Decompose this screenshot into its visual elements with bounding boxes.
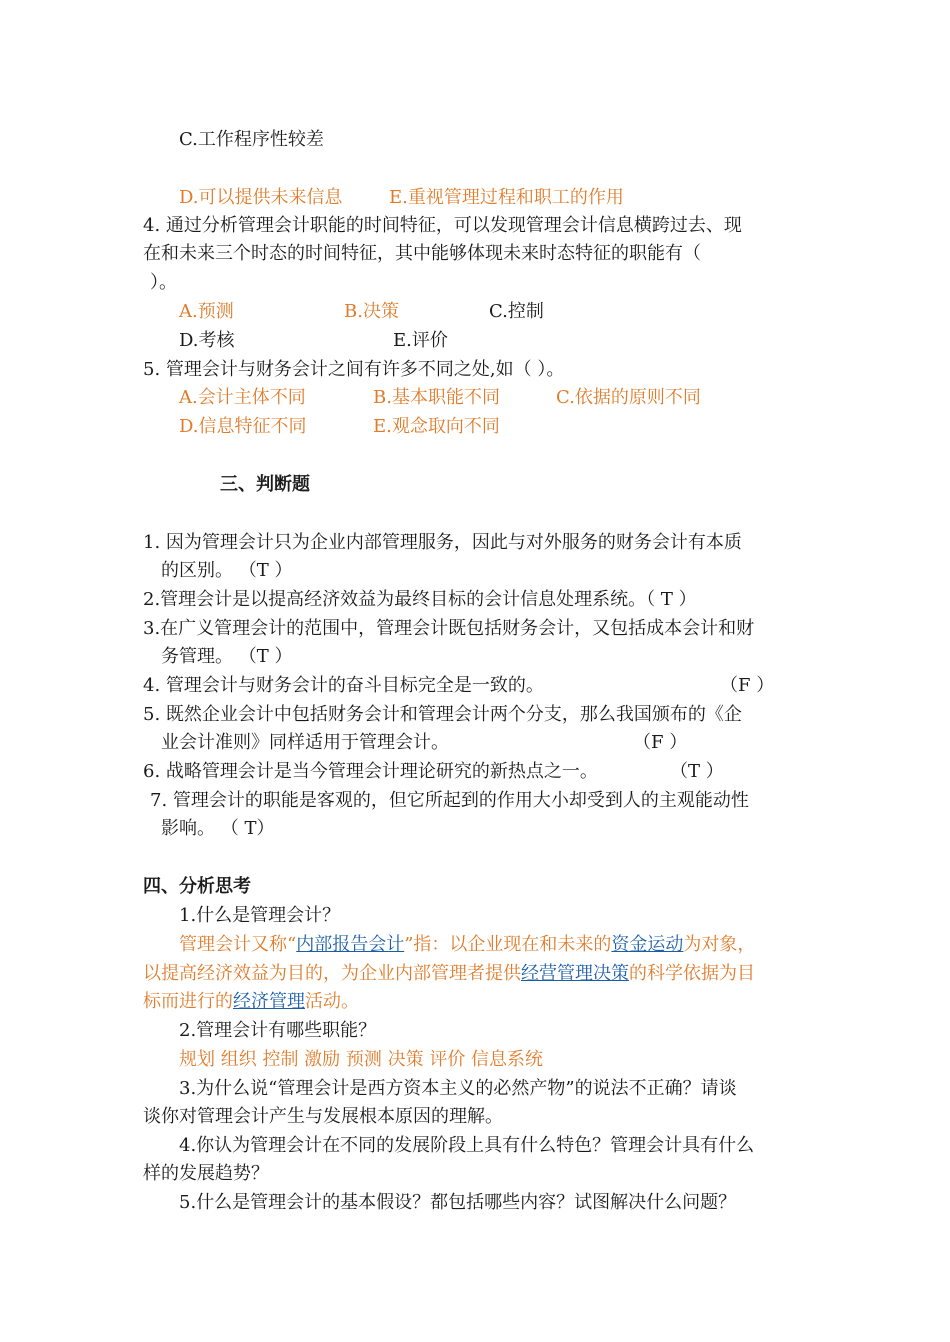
analysis-a1-line2 [143,962,755,986]
analysis-q3-line2: 谈你对管理会计产生与发展根本原因的理解。 [143,1106,503,1127]
analysis-q4-line1: 4.你认为管理会计在不同的发展阶段上具有什么特色？管理会计具有什么 [179,1135,755,1156]
judge-item-5-line2: 业会计准则》同样适用于管理会计。 [161,732,449,753]
q4-option-d: D.考核 [179,330,235,351]
link-operating-decision[interactable]: 经营管理决策 [521,963,629,984]
analysis-a2: 规划 组织 控制 激励 预测 决策 评价 信息系统 [179,1049,544,1070]
q5-option-b: B.基本职能不同 [373,387,500,408]
analysis-q1: 1.什么是管理会计？ [179,905,341,926]
judge-item-1-line1: 1. 因为管理会计只为企业内部管理服务，因此与对外服务的财务会计有本质 [143,532,742,553]
q4-option-e: E.评价 [393,330,448,351]
q5-option-c: C.依据的原则不同 [556,387,701,408]
section4-heading: 四、分析思考 [143,876,251,897]
q3-option-e: E.重视管理过程和职工的作用 [389,187,624,208]
analysis-q5: 5.什么是管理会计的基本假设？都包括哪些内容？试图解决什么问题？ [179,1192,737,1213]
judge-item-3-line2: 务管理。 （T ） [161,646,293,667]
judge-item-2: 2.管理会计是以提高经济效益为最终目标的会计信息处理系统。（ T ） [143,589,697,610]
section3-heading: 三、判断题 [220,474,310,495]
q5-option-e: E.观念取向不同 [373,416,500,437]
judge-item-7-line1: 7. 管理会计的职能是客观的，但它所起到的作用大小却受到人的主观能动性 [150,790,749,811]
a1-text-7: 活动。 [305,991,359,1012]
q4-option-a: A.预测 [179,301,234,322]
q4-stem-line2: 在和未来三个时态的时间特征，其中能够体现未来时态特征的职能有（ [143,243,701,264]
q3-option-c: C.工作程序性较差 [179,129,324,150]
a1-text-5: 的科学依据为目 [629,963,755,984]
judge-item-5-mark: （F ） [633,732,688,753]
q5-stem: 5. 管理会计与财务会计之间有许多不同之处,如（ ）。 [143,359,565,380]
q4-option-c: C.控制 [489,301,544,322]
judge-item-6: 6. 战略管理会计是当今管理会计理论研究的新热点之一。 [143,761,598,782]
a1-text-6: 标而进行的 [143,991,233,1012]
a1-text-4: 以提高经济效益为目的，为企业内部管理者提供 [143,963,521,984]
link-fund-movement[interactable]: 资金运动 [611,934,684,955]
a1-text-2: ”指：以企业现在和未来的 [404,934,612,955]
judge-item-3-line1: 3.在广义管理会计的范围中，管理会计既包括财务会计，又包括成本会计和财 [143,618,755,639]
judge-item-4-mark: （F ） [720,675,775,696]
judge-item-5-line1: 5. 既然企业会计中包括财务会计和管理会计两个分支，那么我国颁布的《企 [143,704,742,725]
q5-option-d: D.信息特征不同 [179,416,307,437]
judge-item-7-line2: 影响。 （ T） [161,818,275,839]
q5-option-a: A.会计主体不同 [179,387,306,408]
a1-text-1: 管理会计又称“ [179,934,297,955]
q3-option-d: D.可以提供未来信息 [179,187,343,208]
q4-stem-line3: ）。 [150,272,177,293]
analysis-q2: 2.管理会计有哪些职能？ [179,1020,377,1041]
link-economic-management[interactable]: 经济管理 [233,991,305,1012]
judge-item-1-line2: 的区别。 （T ） [161,560,293,581]
link-internal-report-accounting[interactable]: 内部报告会计 [296,934,405,955]
analysis-a1-line3 [143,990,359,1014]
analysis-q3-line1: 3.为什么说“管理会计是西方资本主义的必然产物”的说法不正确？请谈 [179,1078,737,1099]
judge-item-6-mark: （T ） [670,761,724,782]
analysis-a1-line1 [179,933,755,957]
a1-text-3: 为对象， [683,934,756,955]
q4-option-b: B.决策 [344,301,399,322]
judge-item-4: 4. 管理会计与财务会计的奋斗目标完全是一致的。 [143,675,544,696]
analysis-q4-line2: 样的发展趋势？ [143,1163,269,1184]
q4-stem-line1: 4. 通过分析管理会计职能的时间特征，可以发现管理会计信息横跨过去、现 [143,215,742,236]
